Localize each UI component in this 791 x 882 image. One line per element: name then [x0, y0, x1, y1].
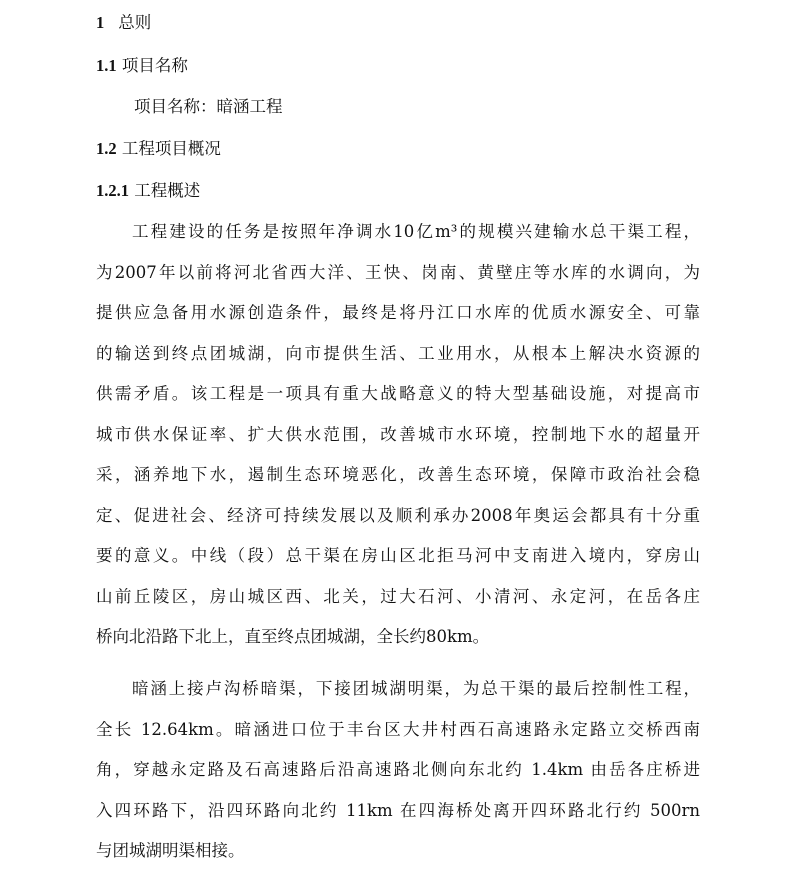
- heading-1-2-1: [96, 181, 200, 201]
- paragraph-line: 全长 12.64km。暗涵进口位于丰台区大井村西石高速路永定路立交桥西南: [96, 719, 700, 739]
- paragraph-line: 提供应急备用水源创造条件，最终是将丹江口水库的优质水源安全、可靠: [96, 303, 700, 322]
- heading-1-2: [96, 139, 221, 159]
- heading-title: 项目名称: [121, 56, 188, 75]
- paragraph-line: 工程建设的任务是按照年净调水10亿m³的规模兴建输水总干渠工程，: [132, 222, 700, 241]
- heading-title: 工程概述: [134, 181, 201, 200]
- paragraph-line: 与团城湖明渠相接。: [96, 841, 245, 860]
- heading-number: 1: [96, 13, 105, 32]
- paragraph-culvert: [96, 679, 700, 882]
- paragraph-line: 暗涵上接卢沟桥暗渠，下接团城湖明渠，为总干渠的最后控制性工程，: [132, 679, 700, 698]
- paragraph-line: 供需矛盾。该工程是一项具有重大战略意义的特大型基础设施，对提高市: [96, 384, 700, 403]
- paragraph-line: 入四环路下，沿四环路向北约 11km 在四海桥处离开四环路北行约 500rn: [96, 800, 700, 820]
- heading-1-1: [96, 56, 188, 76]
- paragraph-line: 城市供水保证率、扩大供水范围，改善城市水环境，控制地下水的超量开: [96, 424, 700, 444]
- project-name-line: 项目名称：暗涵工程: [134, 97, 283, 116]
- paragraph-line: 为2007年以前将河北省西大洋、王快、岗南、黄壁庄等水库的水调向，为: [96, 262, 700, 282]
- paragraph-line: 的输送到终点团城湖，向市提供生活、工业用水，从根本上解决水资源的: [96, 343, 700, 363]
- heading-number: 1.2: [96, 139, 117, 158]
- heading-title: 工程项目概况: [121, 139, 221, 158]
- paragraph-line: 定、促进社会、经济可持续发展以及顺利承办2008年奥运会都具有十分重: [96, 505, 700, 525]
- heading-number: 1.1: [96, 56, 117, 75]
- paragraph-line: 要的意义。中线（段）总干渠在房山区北拒马河中支南进入境内，穿房山: [96, 546, 700, 565]
- heading-1: [96, 13, 151, 33]
- paragraph-overview: [96, 222, 700, 668]
- paragraph-line: 采，涵养地下水，遏制生态环境恶化，改善生态环境，保障市政治社会稳: [96, 465, 700, 484]
- paragraph-line: 桥向北沿路下北上，直至终点团城湖，全长约80km。: [96, 627, 490, 646]
- heading-number: 1.2.1: [96, 181, 129, 200]
- heading-title: 总则: [118, 13, 152, 32]
- paragraph-line: 山前丘陵区，房山城区西、北关，过大石河、小清河、永定河，在岳各庄: [96, 586, 700, 606]
- paragraph-line: 角，穿越永定路及石高速路后沿高速路北侧向东北约 1.4km 由岳各庄桥进: [96, 760, 700, 779]
